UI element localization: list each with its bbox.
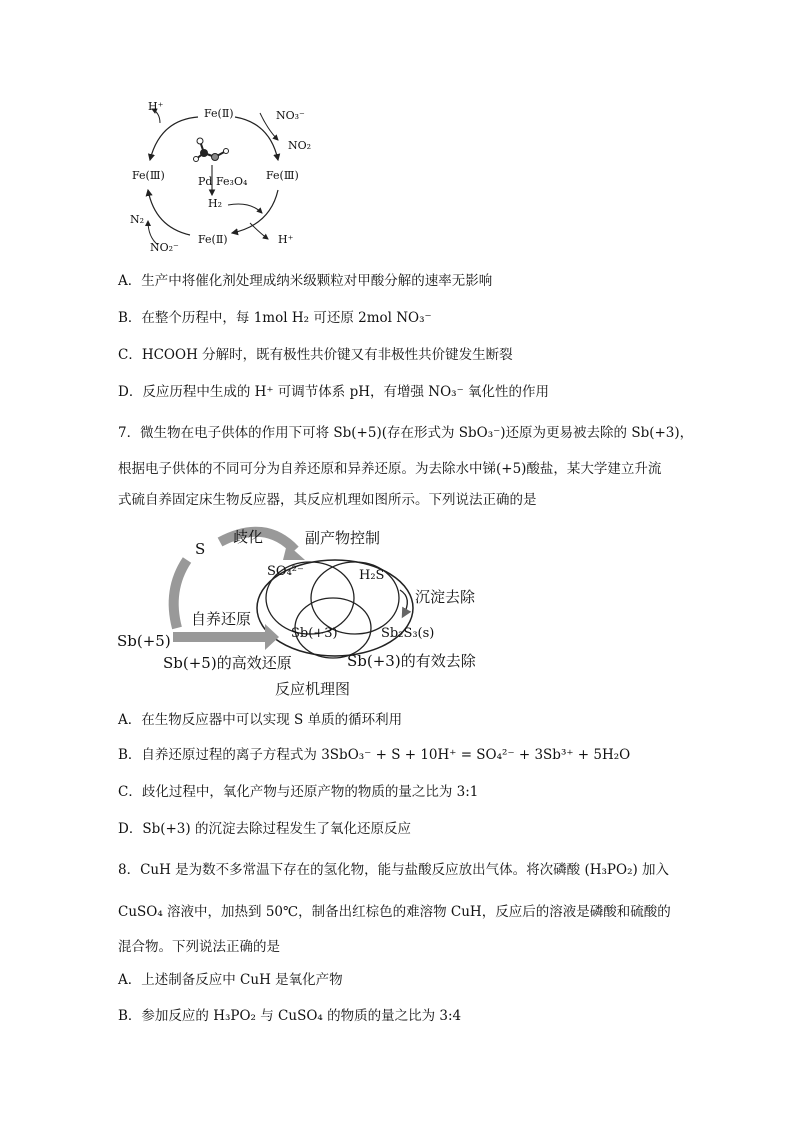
q8-stem-line2: CuSO₄ 溶液中，加热到 50℃，制备出红棕色的难溶物 CuH，反应后的溶液是磷酸和硫酸的: [118, 904, 671, 920]
label-sb2s3: Sb₂S₃(s): [381, 626, 435, 641]
q6-option-b: B．在整个历程中，每 1mol H₂ 可还原 2mol NO₃⁻: [118, 310, 432, 326]
q7-stem-line2: 根据电子供体的不同可分为自养还原和异养还原。为去除水中锑(+5)酸盐，某大学建立升流: [118, 461, 662, 477]
reaction-mechanism-diagram: [115, 520, 515, 700]
label-qihua: 歧化: [233, 528, 264, 546]
label-no2: NO₂: [288, 139, 312, 152]
label-gaoxiao: Sb(+5)的高效还原: [163, 654, 292, 672]
label-fe2-bottom: Fe(Ⅱ): [198, 233, 228, 246]
label-fe3-left: Fe(Ⅲ): [132, 169, 165, 182]
label-fe3-right: Fe(Ⅲ): [266, 169, 299, 182]
q6-option-c: C．HCOOH 分解时，既有极性共价键又有非极性共价键发生断裂: [118, 347, 513, 363]
q8-stem-line1: 8．CuH 是为数不多常温下存在的氢化物，能与盐酸反应放出气体。将次磷酸 (H₃PO₂) 加入: [118, 862, 670, 878]
q7-option-b: B．自养还原过程的离子方程式为 3SbO₃⁻ + S + 10H⁺ = SO₄²⁻ + 3Sb³⁺ + 5H₂O: [118, 747, 631, 763]
label-ziyang: 自养还原: [191, 610, 252, 628]
label-fuchan: 副产物控制: [305, 529, 381, 547]
catalytic-cycle-diagram: [120, 95, 320, 255]
label-sb3: Sb(+3): [291, 626, 338, 641]
q8-option-b: B．参加反应的 H₃PO₂ 与 CuSO₄ 的物质的量之比为 3:4: [118, 1008, 462, 1024]
q8-stem-line3: 混合物。下列说法正确的是: [118, 939, 280, 955]
label-pd: Pd: [198, 175, 213, 188]
label-s: S: [195, 540, 206, 558]
label-youxiao: Sb(+3)的有效去除: [347, 652, 476, 670]
label-fe2-top: Fe(Ⅱ): [204, 107, 234, 120]
label-h-plus-bottom: H⁺: [278, 233, 294, 246]
q7-option-a: A．在生物反应器中可以实现 S 单质的循环利用: [118, 712, 403, 728]
q6-option-d: D．反应历程中生成的 H⁺ 可调节体系 pH，有增强 NO₃⁻ 氧化性的作用: [118, 384, 550, 400]
label-h-plus-top: H⁺: [148, 100, 164, 113]
diagram-caption: 反应机理图: [275, 680, 351, 698]
q7-option-c: C．歧化过程中，氧化产物与还原产物的物质的量之比为 3:1: [118, 784, 479, 800]
label-n2: N₂: [130, 213, 145, 226]
label-h2s: H₂S: [359, 568, 385, 583]
label-no2-minus: NO₂⁻: [150, 241, 179, 254]
label-chendian: 沉淀去除: [415, 588, 476, 606]
label-so4: SO₄²⁻: [267, 564, 304, 579]
label-sb5: Sb(+5): [117, 632, 171, 650]
q7-option-d: D．Sb(+3) 的沉淀去除过程发生了氧化还原反应: [118, 821, 411, 837]
label-h2: H₂: [208, 197, 223, 210]
label-fe3o4: Fe₃O₄: [216, 175, 248, 188]
q8-option-a: A．上述制备反应中 CuH 是氧化产物: [118, 972, 343, 988]
q7-stem-line3: 式硫自养固定床生物反应器，其反应机理如图所示。下列说法正确的是: [118, 492, 537, 508]
label-no3: NO₃⁻: [276, 109, 305, 122]
q7-stem-line1: 7．微生物在电子供体的作用下可将 Sb(+5)(存在形式为 SbO₃⁻)还原为更易被去除的 Sb(+3)，: [118, 425, 694, 441]
q6-option-a: A．生产中将催化剂处理成纳米级颗粒对甲酸分解的速率无影响: [118, 273, 493, 289]
